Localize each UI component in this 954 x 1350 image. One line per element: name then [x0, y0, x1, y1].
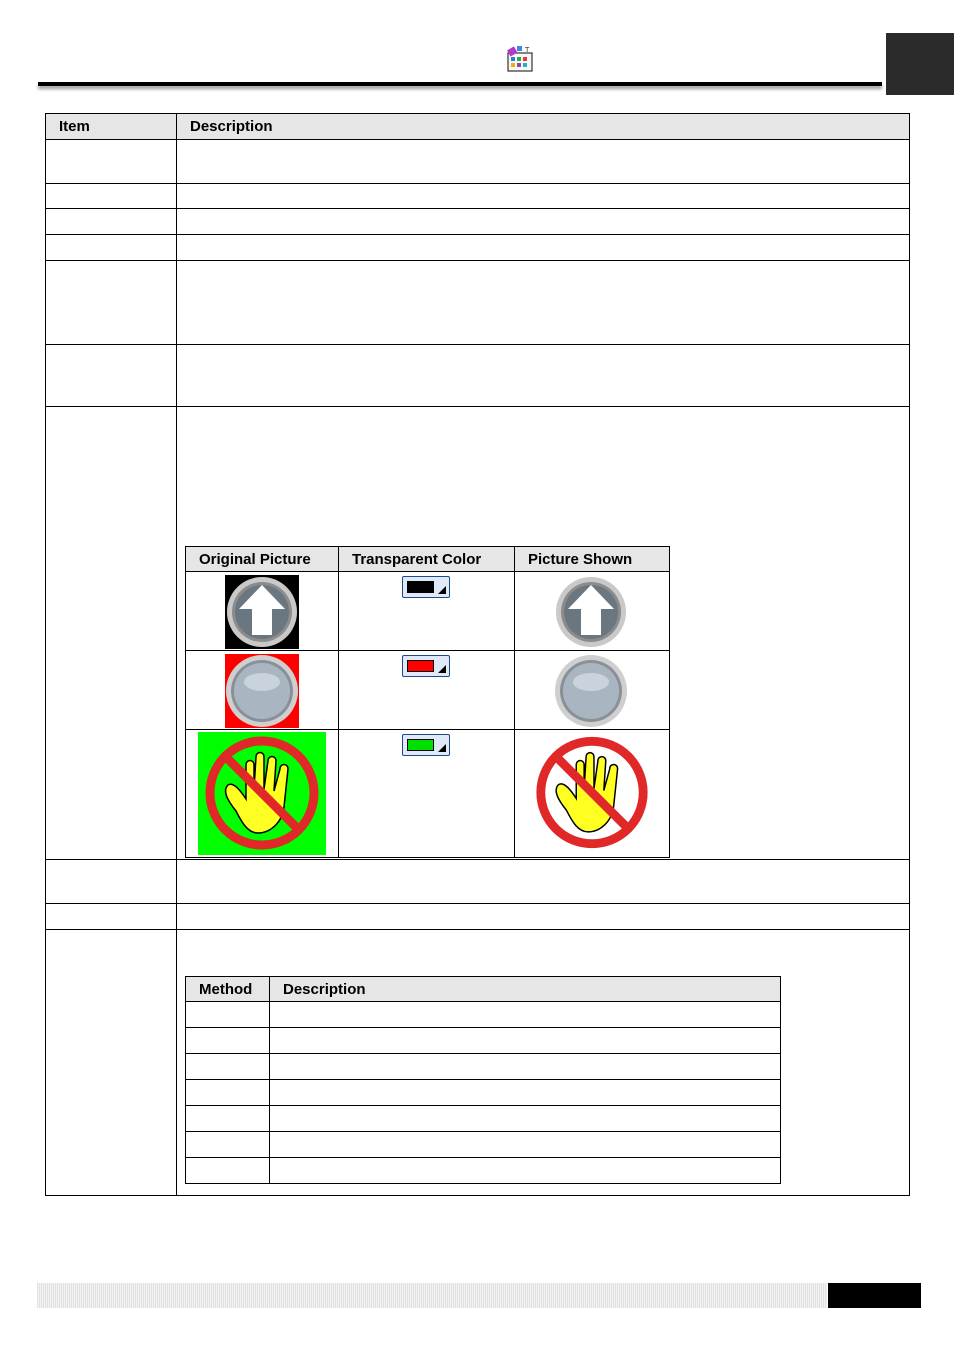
item-cell [46, 140, 177, 184]
method-cell [186, 1002, 270, 1028]
table-row [46, 860, 910, 904]
method-description-cell [270, 1158, 781, 1184]
description-cell [177, 261, 910, 345]
item-cell [46, 209, 177, 235]
method-description-cell [270, 1106, 781, 1132]
arrow-button-image [554, 575, 628, 649]
item-cell [46, 904, 177, 930]
table-row [46, 209, 910, 235]
original-picture-cell [186, 730, 339, 858]
color-picker-red[interactable] [402, 655, 450, 677]
table-row [186, 1028, 781, 1054]
arrow-button-on-black-image [225, 575, 299, 649]
transparent-color-table [185, 546, 670, 858]
column-header-transparent-color: Transparent Color [339, 547, 515, 572]
column-header-original-picture: Original Picture [186, 547, 339, 572]
column-header-description: Description [177, 114, 910, 140]
method-cell [186, 1080, 270, 1106]
footer-bar [37, 1283, 827, 1308]
table-row [46, 235, 910, 261]
table-row [186, 1080, 781, 1106]
column-header-item: Item [46, 114, 177, 140]
round-button-on-red-image [225, 654, 299, 728]
method-description-cell [270, 1054, 781, 1080]
transparent-color-cell [339, 651, 515, 730]
table-header-row [46, 114, 910, 140]
table-row [46, 407, 910, 860]
table-row [186, 1106, 781, 1132]
method-description-cell [270, 1028, 781, 1054]
table-row [46, 184, 910, 209]
item-cell [46, 407, 177, 860]
column-header-picture-shown: Picture Shown [515, 547, 670, 572]
description-cell [177, 235, 910, 261]
method-cell [186, 1054, 270, 1080]
chapter-tab [886, 33, 954, 95]
column-header-method: Method [186, 977, 270, 1002]
table-row [186, 1158, 781, 1184]
pictures-object-icon [505, 43, 535, 73]
item-cell [46, 184, 177, 209]
method-cell [186, 1132, 270, 1158]
description-cell [177, 140, 910, 184]
item-cell [46, 930, 177, 1196]
method-description-cell [270, 1002, 781, 1028]
description-cell [177, 184, 910, 209]
item-cell [46, 235, 177, 261]
method-table [185, 976, 781, 1184]
method-cell [186, 1028, 270, 1054]
table-row [186, 730, 670, 858]
original-picture-cell [186, 651, 339, 730]
table-row [186, 651, 670, 730]
table-row [186, 572, 670, 651]
no-hand-sign-image [529, 732, 655, 854]
transparent-color-cell [339, 572, 515, 651]
table-row [46, 345, 910, 407]
description-cell [177, 860, 910, 904]
description-cell [177, 407, 910, 860]
table-row [186, 1132, 781, 1158]
table-row [46, 261, 910, 345]
column-header-description: Description [270, 977, 781, 1002]
method-description-cell [270, 1132, 781, 1158]
description-cell [177, 904, 910, 930]
item-cell [46, 860, 177, 904]
method-description-cell [270, 1080, 781, 1106]
description-cell [177, 345, 910, 407]
picture-shown-cell [515, 572, 670, 651]
header-rule [38, 82, 882, 86]
method-cell [186, 1158, 270, 1184]
method-cell [186, 1106, 270, 1132]
svg-text:T: T [525, 46, 530, 54]
item-cell [46, 261, 177, 345]
table-row [46, 140, 910, 184]
table-row [46, 930, 910, 1196]
table-row [46, 904, 910, 930]
original-picture-cell [186, 572, 339, 651]
transparent-color-cell [339, 730, 515, 858]
round-button-image [554, 654, 628, 728]
table-header-row [186, 547, 670, 572]
color-picker-green[interactable] [402, 734, 450, 756]
color-picker-black[interactable] [402, 576, 450, 598]
page-number-block [828, 1283, 921, 1308]
description-cell [177, 209, 910, 235]
table-row [186, 1002, 781, 1028]
picture-shown-cell [515, 651, 670, 730]
item-cell [46, 345, 177, 407]
table-row [186, 1054, 781, 1080]
description-cell [177, 930, 910, 1196]
table-header-row [186, 977, 781, 1002]
properties-table [45, 113, 910, 1196]
no-hand-sign-on-green-image [198, 732, 326, 855]
picture-shown-cell [515, 730, 670, 858]
